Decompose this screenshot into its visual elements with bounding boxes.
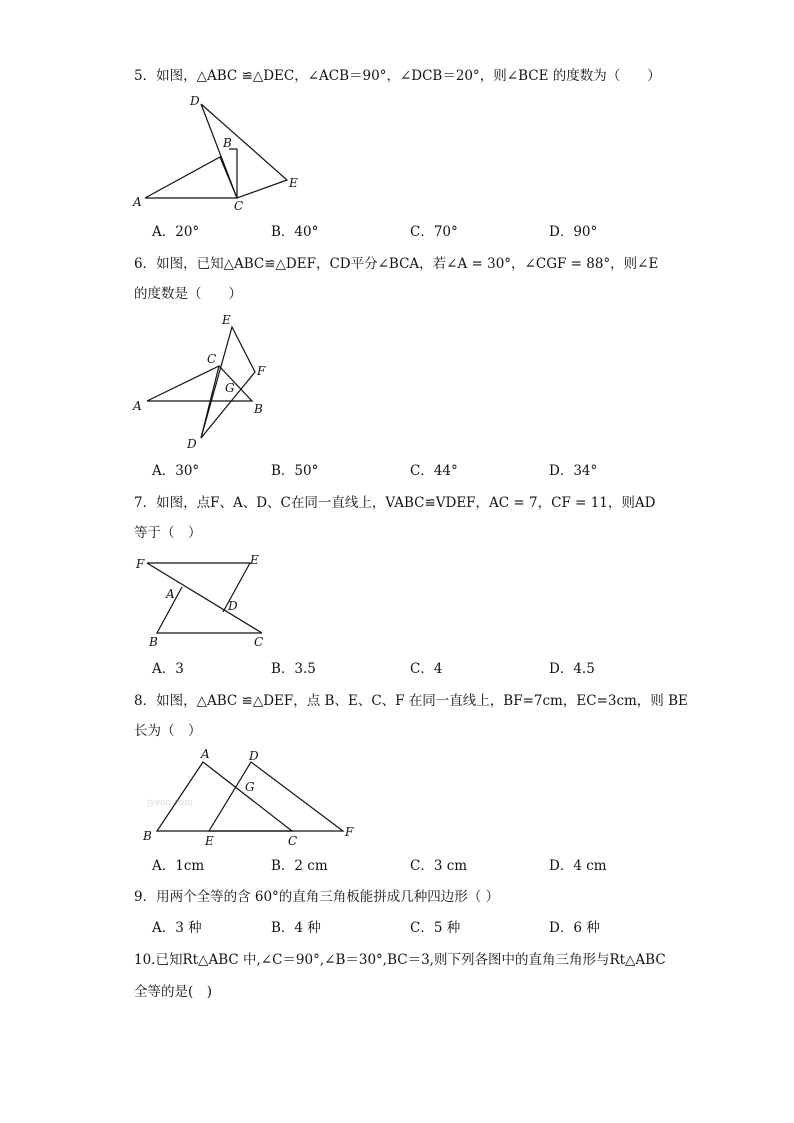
question-6-stem-line-1: 6．如图，已知△ABC≌△DEF，CD平分∠BCA，若∠A = 30°，∠CGF = 88°，则∠E: [134, 256, 659, 272]
question-8-option-d[interactable]: D．4 cm: [549, 858, 607, 874]
q7-label-e: E: [250, 553, 259, 567]
question-9-option-a[interactable]: A．3 种: [152, 920, 202, 936]
q7-label-f: F: [136, 557, 145, 571]
question-9-stem: 9．用两个全等的含 60°的直角三角板能拼成几种四边形（ ）: [134, 889, 500, 905]
question-5-figure: [130, 92, 310, 214]
q8-label-b: B: [143, 829, 152, 843]
question-7-stem-line-1: 7．如图，点F、A、D、C在同一直线上，VABC≌VDEF，AC = 7，CF = 11，则AD: [134, 495, 656, 511]
question-7-option-c[interactable]: C．4: [410, 661, 443, 677]
question-9-option-d[interactable]: D．6 种: [549, 920, 600, 936]
question-9-option-b[interactable]: B．4 种: [271, 920, 321, 936]
q6-label-f: F: [257, 364, 266, 378]
q5-triangle-dec: [201, 104, 287, 198]
q8-label-g: G: [245, 780, 255, 794]
question-5-option-c[interactable]: C．70°: [410, 224, 458, 240]
question-8-option-a[interactable]: A．1cm: [152, 858, 205, 874]
q7-label-d: D: [228, 599, 238, 613]
q5-label-e: E: [289, 176, 298, 190]
question-6-option-d[interactable]: D．34°: [549, 463, 598, 479]
q5-label-d: D: [190, 94, 200, 108]
question-5-option-d[interactable]: D．90°: [549, 224, 598, 240]
q8-label-e: E: [205, 834, 214, 847]
q5-label-a: A: [133, 195, 142, 209]
q6-label-d: D: [187, 437, 197, 451]
question-9-option-c[interactable]: C．5 种: [410, 920, 461, 936]
question-6-option-b[interactable]: B．50°: [271, 463, 319, 479]
question-7-option-a[interactable]: A．3: [152, 661, 184, 677]
q6-label-b: B: [254, 402, 263, 416]
q7-label-a: A: [166, 587, 175, 601]
q7-label-b: B: [149, 635, 158, 649]
q6-label-a: A: [133, 399, 142, 413]
question-6-stem-line-2: 的度数是（ ）: [134, 286, 242, 302]
question-6-option-c[interactable]: C．44°: [410, 463, 458, 479]
question-8-figure: [138, 745, 360, 847]
question-8-option-c[interactable]: C．3 cm: [410, 858, 468, 874]
watermark: jyeoo.com: [147, 798, 193, 808]
question-7-option-d[interactable]: D．4.5: [549, 661, 595, 677]
question-6-figure: [130, 310, 280, 455]
question-5-option-a[interactable]: A．20°: [152, 224, 200, 240]
question-7-stem-line-2: 等于（ ）: [134, 525, 202, 541]
q8-triangle-abc: [157, 762, 292, 831]
question-10-stem-line-1: 10.已知Rt△ABC 中,∠C＝90°,∠B＝30°,BC＝3,则下列各图中的直角三角形与Rt△ABC: [134, 952, 666, 968]
question-5-option-b[interactable]: B．40°: [271, 224, 319, 240]
q8-label-a: A: [201, 747, 210, 761]
question-8-option-b[interactable]: B．2 cm: [271, 858, 328, 874]
q8-label-c: C: [288, 834, 298, 847]
question-8-stem-line-1: 8．如图，△ABC ≌△DEF，点 B、E、C、F 在同一直线上，BF=7cm，EC=3cm，则 BE: [134, 693, 688, 709]
question-10-stem-line-2: 全等的是( ): [134, 984, 213, 1000]
q8-triangle-def: [209, 762, 343, 831]
q6-label-g: G: [225, 381, 235, 395]
q7-label-c: C: [254, 635, 264, 649]
question-8-stem-line-2: 长为（ ）: [134, 723, 202, 739]
q8-label-d: D: [249, 749, 259, 763]
question-5-stem: 5．如图，△ABC ≌△DEC，∠ACB＝90°，∠DCB＝20°，则∠BCE 的度数为（ ）: [134, 68, 661, 84]
q5-label-c: C: [234, 199, 244, 213]
q6-label-e: E: [222, 313, 231, 327]
question-7-option-b[interactable]: B．3.5: [271, 661, 316, 677]
question-7-figure: [130, 550, 275, 650]
q5-label-b: B: [223, 136, 232, 150]
q8-label-f: F: [345, 825, 354, 839]
q6-label-c: C: [207, 352, 217, 366]
question-6-option-a[interactable]: A．30°: [152, 463, 200, 479]
